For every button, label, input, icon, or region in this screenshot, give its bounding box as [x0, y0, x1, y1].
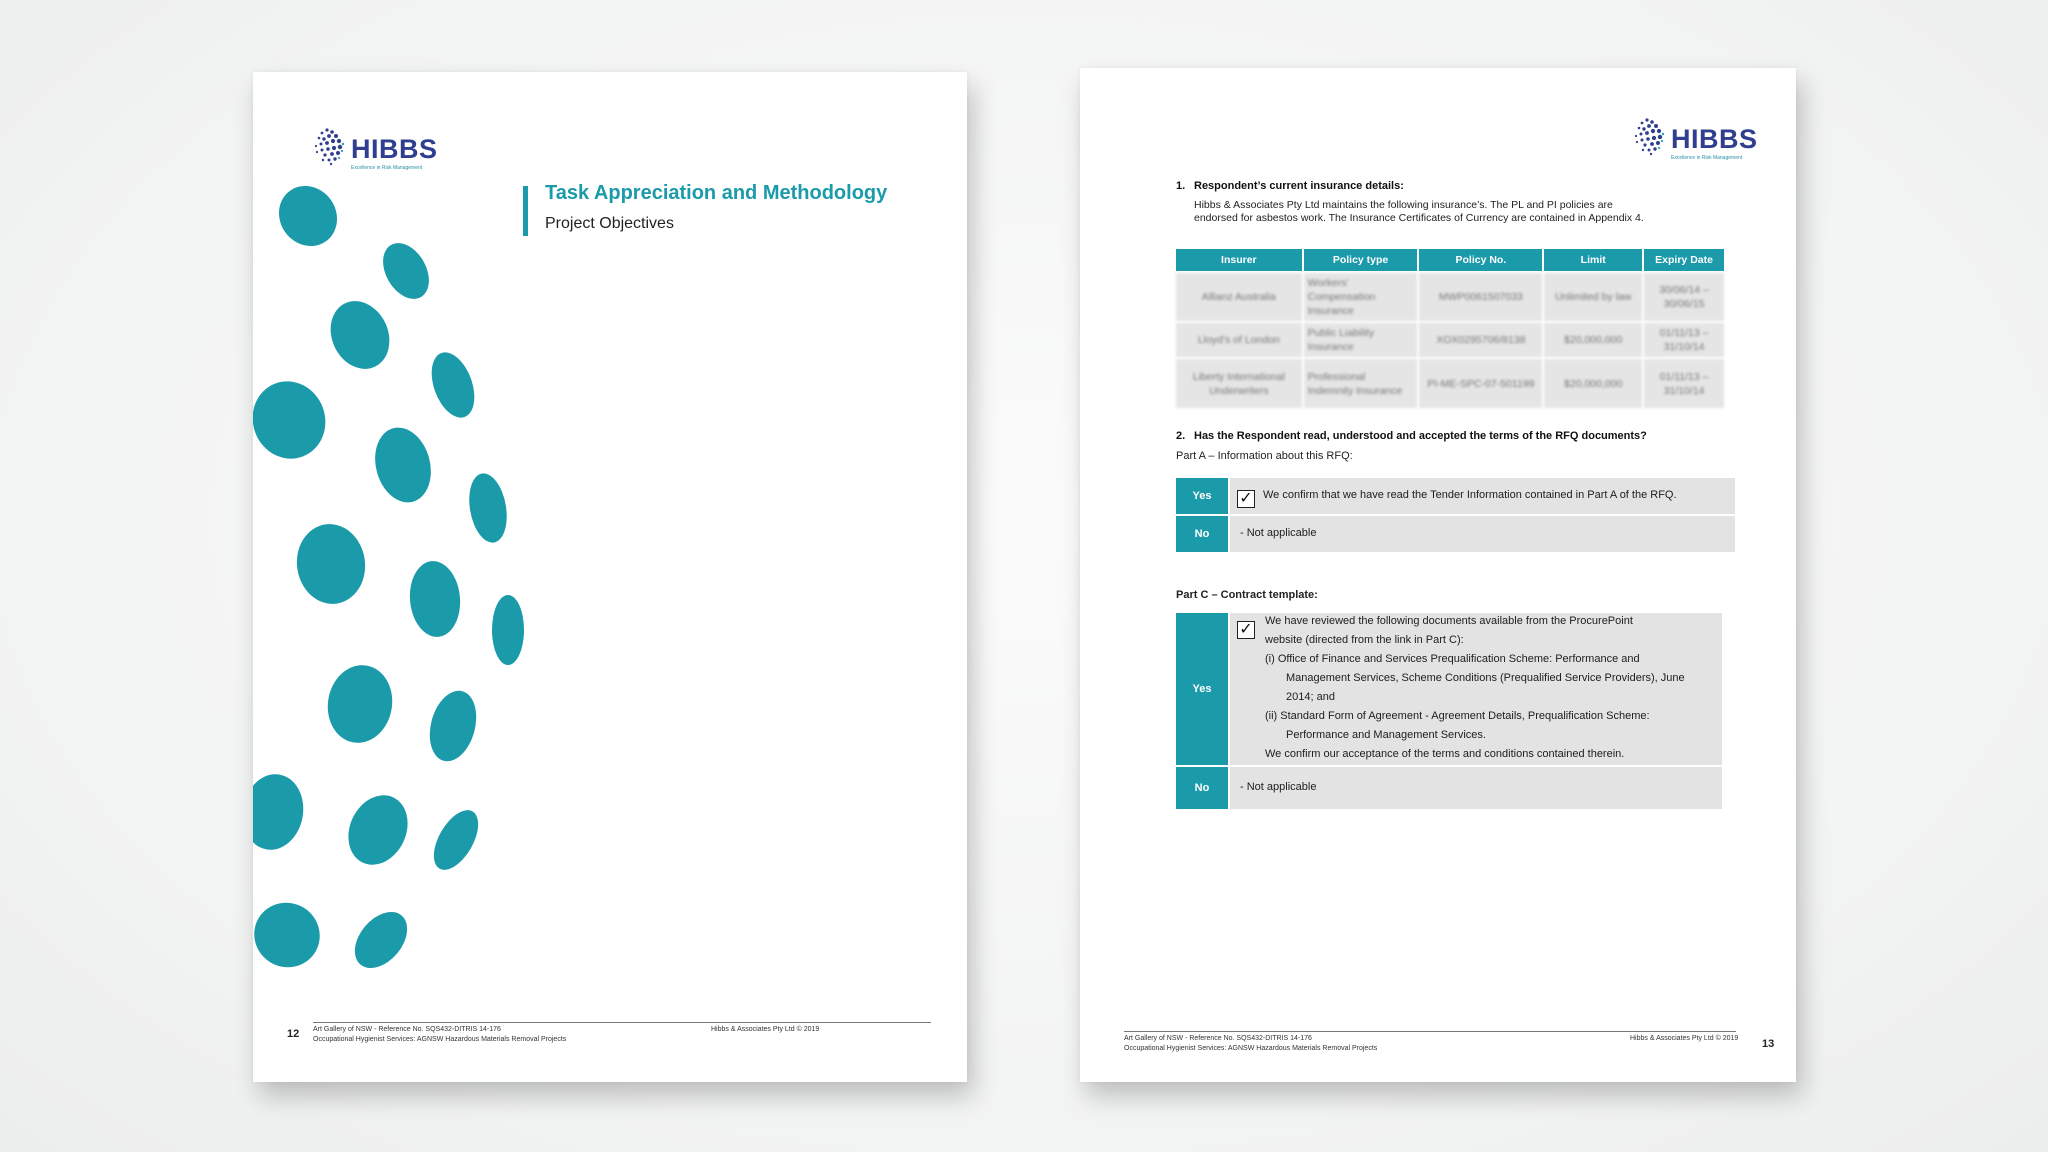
insurance-intro-line2: endorsed for asbestos work. The Insurance Certificates of Currency are contained in Appendix 4. [1194, 212, 1644, 224]
part-a-no-label: No [1176, 516, 1228, 552]
header-expiry-date: Expiry Date [1643, 249, 1725, 272]
part-a-yes-label: Yes [1176, 478, 1228, 514]
part-c-text-line: Performance and Management Services. [1286, 729, 1486, 741]
part-a-no-text: - Not applicable [1240, 527, 1317, 539]
part-c-text-line: We have reviewed the following documents available from the ProcurePoint [1265, 615, 1633, 627]
logo-tagline: Excellence in Risk Management [351, 165, 423, 171]
part-c-label: Part C – Contract template: [1176, 589, 1318, 601]
table-cell: $20,000,000 [1543, 322, 1643, 358]
right-page [1080, 68, 1796, 1082]
page-number: 12 [287, 1028, 300, 1040]
table-cell: PI-ME-SPC-07-501199 [1418, 358, 1543, 408]
insurance-table-header [1176, 249, 1725, 272]
part-c-text-line: website (directed from the link in Part C): [1265, 634, 1464, 646]
hibbs-logo-icon [1633, 116, 1667, 156]
footer-project: Occupational Hygienist Services: AGNSW Hazardous Materials Removal Projects [313, 1036, 567, 1043]
question-1-heading [1176, 180, 1404, 192]
table-cell: XOX0295706/8138 [1418, 322, 1543, 358]
question-2-heading [1176, 430, 1647, 442]
table-row [1176, 272, 1725, 322]
table-cell: Unlimited by law [1543, 272, 1643, 322]
part-c-text-line: (i) Office of Finance and Services Prequalification Scheme: Performance and [1265, 653, 1640, 665]
left-page [253, 72, 967, 1082]
table-cell: Liberty International Underwriters [1176, 358, 1303, 408]
table-cell: MWP0061507033 [1418, 272, 1543, 322]
table-cell: Professional Indemnity Insurance [1303, 358, 1419, 408]
header-limit: Limit [1543, 249, 1643, 272]
part-a-label: Part A – Information about this RFQ: [1176, 450, 1353, 462]
section-title: Task Appreciation and Methodology [545, 182, 888, 204]
footer-reference: Art Gallery of NSW - Reference No. SQS432-DITRIS 14-176 [1124, 1035, 1312, 1042]
header-insurer: Insurer [1176, 249, 1303, 272]
table-cell: Public Liability Insurance [1303, 322, 1419, 358]
footer-divider [1124, 1031, 1736, 1032]
table-cell: Lloyd’s of London [1176, 322, 1303, 358]
footer-copyright: Hibbs & Associates Pty Ltd © 2019 [1630, 1035, 1739, 1042]
question-2-text: Has the Respondent read, understood and accepted the terms of the RFQ documents? [1194, 430, 1647, 442]
part-c-yes-label: Yes [1176, 613, 1228, 765]
table-cell: $20,000,000 [1543, 358, 1643, 408]
part-c-yes-checkbox[interactable]: ✓ [1237, 621, 1255, 639]
part-a-yes-checkbox[interactable]: ✓ [1237, 490, 1255, 508]
part-c-no-label: No [1176, 767, 1228, 809]
logo-wordmark: HIBBS [1671, 124, 1758, 154]
part-c-text-line: Management Services, Scheme Conditions (Prequalified Service Providers), June [1286, 672, 1685, 684]
question-1-text: Respondent’s current insurance details: [1194, 180, 1404, 192]
table-cell: 01/11/13 – 31/10/14 [1643, 322, 1725, 358]
table-cell: 01/11/13 – 31/10/14 [1643, 358, 1725, 408]
part-c-text-line: (ii) Standard Form of Agreement - Agreement Details, Prequalification Scheme: [1265, 710, 1650, 722]
insurance-intro-line1: Hibbs & Associates Pty Ltd maintains the following insurance’s. The PL and PI policies are [1194, 199, 1613, 211]
page-number: 13 [1762, 1038, 1775, 1050]
footer-project: Occupational Hygienist Services: AGNSW Hazardous Materials Removal Projects [1124, 1045, 1378, 1052]
footer-divider [313, 1022, 931, 1023]
section-subtitle: Project Objectives [545, 215, 674, 232]
insurance-table [1176, 249, 1726, 408]
part-c-no-text: - Not applicable [1240, 781, 1317, 793]
logo-wordmark: HIBBS [351, 134, 438, 164]
hibbs-logo [1633, 116, 1758, 161]
header-policy-no: Policy No. [1418, 249, 1543, 272]
table-cell: Allianz Australia [1176, 272, 1303, 322]
table-row [1176, 358, 1725, 408]
header-policy-type: Policy type [1303, 249, 1419, 272]
part-a-yes-text: We confirm that we have read the Tender Information contained in Part A of the RFQ. [1263, 489, 1677, 501]
part-c-text-line: We confirm our acceptance of the terms and conditions contained therein. [1265, 748, 1625, 760]
decorative-dot-pattern [253, 72, 967, 1082]
footer-reference: Art Gallery of NSW - Reference No. SQS432-DITRIS 14-176 [313, 1026, 501, 1033]
table-row [1176, 322, 1725, 358]
table-cell: Workers’ Compensation Insurance [1303, 272, 1419, 322]
question-2-number: 2. [1176, 430, 1186, 442]
table-cell: 30/06/14 – 30/06/15 [1643, 272, 1725, 322]
question-1-number: 1. [1176, 180, 1186, 192]
part-c-text-line: 2014; and [1286, 691, 1335, 703]
footer-copyright: Hibbs & Associates Pty Ltd © 2019 [711, 1026, 820, 1033]
logo-tagline: Excellence in Risk Management [1671, 155, 1743, 161]
